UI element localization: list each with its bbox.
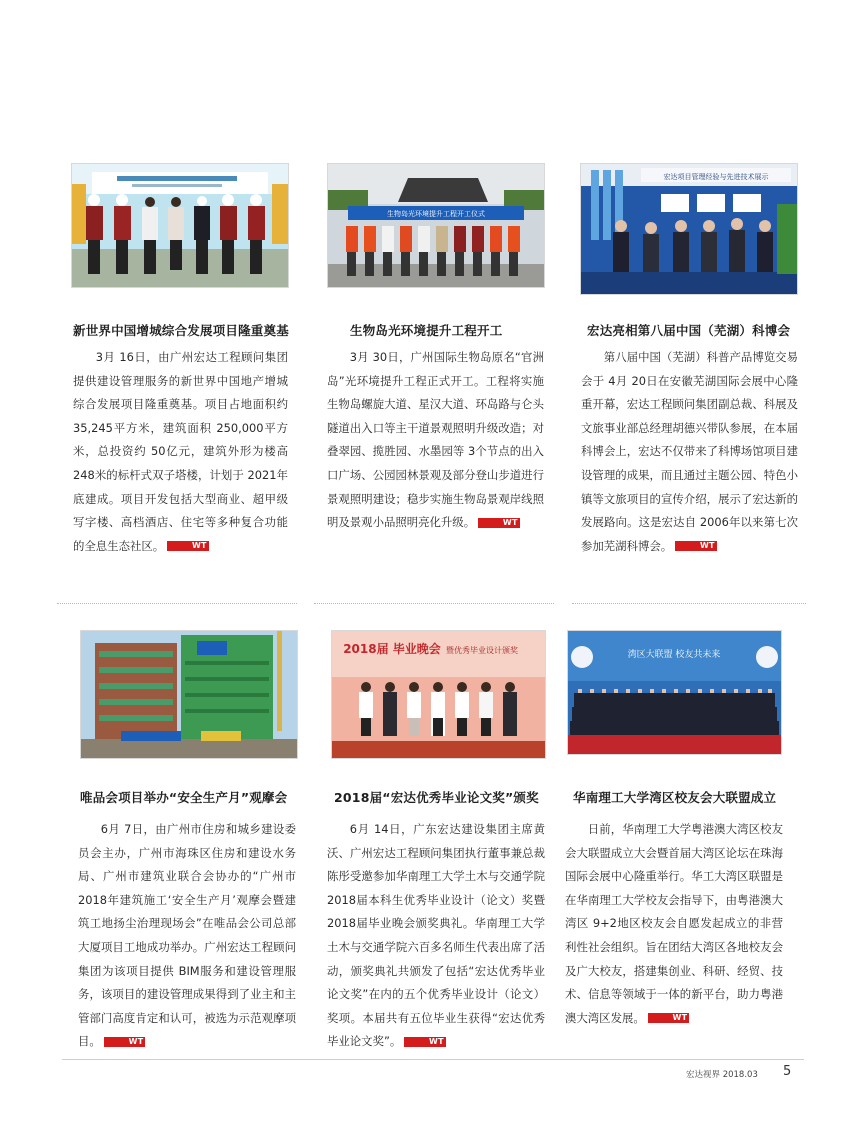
groundbreaking-ceremony-photo xyxy=(71,163,289,288)
graduation-banner-sub: 暨优秀毕业设计颁奖 xyxy=(446,646,518,655)
footer-publication: 宏达视界 2018.03 xyxy=(686,1070,758,1080)
article-3-headline: 宏达亮相第八届中国（芜湖）科博会 xyxy=(587,323,791,338)
article-4-body xyxy=(78,818,296,1054)
article-1-body-text: 3月 16日，由广州宏达工程顾问集团提供建设管理服务的新世界中国地产增城综合发展项目隆重奠基。项目占地面积约 35,245平方米，建筑面积 250,000平方米，总投资约 50亿元，建筑外形为楼高 248米的标杆式双子塔楼，计划于 2021年底建成。项目开发包括大型商业、超甲级写字楼、高档酒店、住宅等多种复合功能的全息生态社区。 xyxy=(73,350,288,553)
section-divider xyxy=(57,603,297,604)
bio-island-ceremony-photo xyxy=(327,163,545,288)
article-5-headline: 2018届“宏达优秀毕业论文奖”颁奖 xyxy=(334,790,539,805)
article-2-headline: 生物岛光环境提升工程开工 xyxy=(350,323,503,338)
article-6-body-text: 日前，华南理工大学粤港澳大湾区校友会大联盟成立大会暨首届大湾区论坛在珠海国际会展中心隆重举行。华工大湾区联盟是在华南理工大学校友会指导下，由粤港澳大湾区 9+2地区校友会自愿发起成立的非营利性社会组织。旨在团结大湾区各地校友会及广大校友，搭建集创业、科研、经贸、技术、信息等领域于一体的新平台，助力粤港澳大湾区发展。 xyxy=(565,822,783,1025)
graduation-banner-title: 2018届 毕业晚会 xyxy=(343,642,441,656)
article-3-body xyxy=(581,346,798,558)
article-6-body xyxy=(565,818,783,1030)
article-4-headline: 唯品会项目举办“安全生产月”观摩会 xyxy=(80,790,288,805)
expo-banner-text: 宏达项目管理经验与先进技术展示 xyxy=(663,173,769,181)
wt-badge-icon: WT xyxy=(404,1037,446,1047)
wt-badge-icon: WT xyxy=(675,541,717,551)
article-2-body xyxy=(327,346,544,535)
bio-island-banner-text: 生物岛光环境提升工程开工仪式 xyxy=(387,210,485,218)
article-6-headline: 华南理工大学湾区校友会大联盟成立 xyxy=(573,790,777,805)
wt-badge-icon: WT xyxy=(648,1013,690,1023)
article-2-body-text: 3月 30日，广州国际生物岛原名“官洲岛”光环境提升工程正式开工。工程将实施生物岛螺旋大道、星汉大道、环岛路与仑头隧道出入口等主干道景观照明升级改造；对叠翠园、揽胜园、水墨园等 3个节点的出入口广场、公园园林景观及部分登山步道进行景观照明建设；稳步实施生物岛景观岸线照明及景观小品照明亮化升级。 xyxy=(327,350,544,530)
graduation-award-photo xyxy=(331,630,546,759)
article-3-body-text: 第八届中国（芜湖）科普产品博览交易会于 4月 20日在安徽芜湖国际会展中心隆重开幕，宏达工程顾问集团副总裁、科展及文旅事业部总经理胡德兴带队参展，在本届科博会上，宏达不仅带来了科博场馆项目建设管理的成果，而且通过主题公园、特色小镇等文旅项目的宣传介绍，展示了宏达新的发展路向。这是宏达自 2006年以来第七次参加芜湖科博会。 xyxy=(581,350,798,553)
expo-booth-photo xyxy=(580,163,798,295)
alumni-banner-text: 湾区大联盟 校友共未来 xyxy=(627,650,721,660)
page-number: 5 xyxy=(783,1064,792,1079)
article-5-body xyxy=(327,818,545,1054)
article-1-body xyxy=(73,346,288,558)
wt-badge-icon: WT xyxy=(478,518,520,528)
wt-badge-icon: WT xyxy=(104,1037,146,1047)
section-divider xyxy=(314,603,554,604)
footer-rule xyxy=(62,1059,804,1060)
article-1-headline: 新世界中国增城综合发展项目隆重奠基 xyxy=(73,323,289,338)
alumni-group-photo xyxy=(567,630,782,755)
article-5-body-text: 6月 14日，广东宏达建设集团主席黄沃、广州宏达工程顾问集团执行董事兼总裁陈彤受邀参加华南理工大学土木与交通学院 2018届本科生优秀毕业设计（论文）奖暨 2018届毕业晚会颁奖典礼。华南理工大学土木与交通学院六百多名师生代表出席了活动，颁奖典礼共颁发了包括“宏达优秀毕业论文奖”在内的五个优秀毕业设计（论文）奖项。本届共有五位毕业生获得“宏达优秀毕业论文奖”。 xyxy=(327,822,545,1049)
construction-site-photo xyxy=(80,630,298,759)
wt-badge-icon: WT xyxy=(167,541,209,551)
article-4-body-text: 6月 7日，由广州市住房和城乡建设委员会主办，广州市海珠区住房和建设水务局、广州市建筑业联合会协办的“广州市 2018年建筑施工‘安全生产月’观摩会暨建筑工地扬尘治理现场会”在唯品会公司总部大厦项目工地成功举办。广州宏达工程顾问集团为该项目提供 BIM服务和建设管理服务，该项目的建设管理成果得到了业主和主管部门高度肯定和认可，被选为示范观摩项目。 xyxy=(78,822,296,1049)
section-divider xyxy=(572,603,806,604)
